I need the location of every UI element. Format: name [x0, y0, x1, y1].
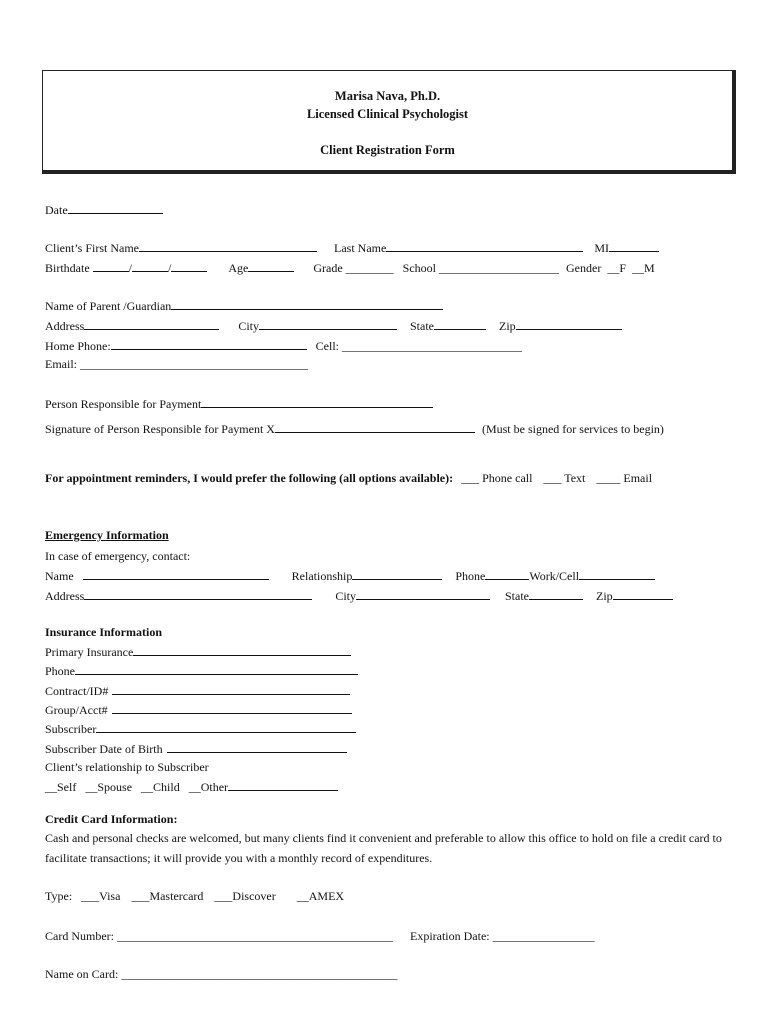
date-slash: /: [168, 261, 172, 275]
emergency-state-label: State: [505, 589, 529, 603]
emergency-zip-label: Zip: [596, 589, 613, 603]
responsible-field[interactable]: [201, 395, 433, 408]
mi-label: MI: [594, 241, 609, 255]
card-type-label: Type:: [45, 889, 73, 903]
group-field[interactable]: [112, 701, 352, 714]
responsible-label: Person Responsible for Payment: [45, 397, 202, 411]
gender-m-option[interactable]: __M: [632, 261, 655, 275]
card-number-label[interactable]: Card Number: ______________________________________________: [45, 929, 393, 943]
zip-field[interactable]: [516, 317, 622, 330]
practitioner-name: Marisa Nava, Ph.D.: [334, 89, 441, 103]
date-field[interactable]: [68, 201, 163, 214]
birthdate-row: [45, 259, 655, 275]
group-label: Group/Acct#: [45, 703, 108, 717]
address-row: [45, 317, 622, 333]
primary-insurance-field[interactable]: [133, 643, 351, 656]
city-field[interactable]: [259, 317, 397, 330]
grade-label[interactable]: Grade ________: [313, 261, 394, 275]
reminder-phone-option[interactable]: ___ Phone call: [461, 471, 533, 485]
insurance-heading-row: [45, 624, 162, 640]
contract-field[interactable]: [112, 682, 350, 695]
address-field[interactable]: [84, 317, 219, 330]
email-row: [45, 356, 308, 372]
primary-insurance-label: Primary Insurance: [45, 645, 134, 659]
birth-month-field[interactable]: [93, 259, 129, 272]
insurance-phone-field[interactable]: [75, 662, 358, 675]
card-type-row: [45, 888, 344, 904]
cell-label[interactable]: Cell: ______________________________: [315, 339, 523, 353]
emergency-zip-field[interactable]: [613, 587, 673, 600]
emergency-workcell-label: Work/Cell: [529, 569, 580, 583]
insurance-heading: Insurance Information: [45, 625, 163, 639]
reminder-email-option[interactable]: ____ Email: [596, 471, 653, 485]
form-title: Client Registration Form: [320, 143, 455, 157]
last-name-field[interactable]: [386, 239, 583, 252]
reminders-row: [45, 470, 652, 486]
parent-field[interactable]: [171, 297, 443, 310]
reminders-label: For appointment reminders, I would prefer the following (all options available):: [45, 471, 454, 485]
relationship-other-option[interactable]: __Other: [188, 780, 229, 794]
reminder-text-option[interactable]: ___ Text: [543, 471, 586, 485]
responsible-row: [45, 395, 433, 411]
relationship-self-option[interactable]: __Self: [45, 780, 77, 794]
contract-label: Contract/ID#: [45, 684, 109, 698]
contract-row: [45, 682, 350, 698]
home-phone-field[interactable]: [111, 337, 307, 350]
subscriber-dob-label: Subscriber Date of Birth: [45, 742, 163, 756]
emergency-name-field[interactable]: [83, 567, 269, 580]
parent-label: Name of Parent /Guardian: [45, 299, 172, 313]
emergency-heading: Emergency Information: [45, 528, 169, 542]
relationship-spouse-option[interactable]: __Spouse: [85, 780, 133, 794]
age-field[interactable]: [248, 259, 294, 272]
form-header: [42, 70, 736, 174]
emergency-intro-row: [45, 548, 190, 564]
emergency-relationship-field[interactable]: [352, 567, 442, 580]
emergency-workcell-field[interactable]: [579, 567, 655, 580]
emergency-phone-label: Phone: [455, 569, 486, 583]
first-name-label: Client’s First Name: [45, 241, 139, 255]
relationship-options-row: [45, 778, 338, 794]
relationship-other-field[interactable]: [228, 778, 338, 791]
emergency-heading-row: [45, 527, 169, 543]
group-row: [45, 701, 352, 717]
date-row: [45, 201, 163, 217]
first-name-field[interactable]: [139, 239, 317, 252]
birth-year-field[interactable]: [171, 259, 207, 272]
expiration-label[interactable]: Expiration Date: _________________: [409, 929, 595, 943]
home-phone-label: Home Phone:: [45, 339, 111, 353]
emergency-address-label: Address: [45, 589, 85, 603]
date-slash: /: [128, 261, 132, 275]
zip-label: Zip: [499, 319, 516, 333]
emergency-state-field[interactable]: [529, 587, 583, 600]
emergency-contact-row: [45, 567, 655, 583]
signature-note: (Must be signed for services to begin): [481, 422, 664, 436]
gender-f-option[interactable]: __F: [607, 261, 627, 275]
state-field[interactable]: [434, 317, 486, 330]
client-name-row: [45, 239, 659, 255]
primary-insurance-row: [45, 643, 351, 659]
emergency-relationship-label: Relationship: [291, 569, 353, 583]
email-label[interactable]: Email: ______________________________________: [45, 357, 308, 371]
subscriber-field[interactable]: [96, 720, 356, 733]
parent-row: [45, 297, 443, 313]
name-on-card-row: [45, 966, 397, 982]
card-type-mastercard-option[interactable]: ___Mastercard: [131, 889, 204, 903]
insurance-phone-label: Phone: [45, 664, 75, 678]
subscriber-label: Subscriber: [45, 722, 97, 736]
subscriber-dob-field[interactable]: [167, 740, 347, 753]
name-on-card-label[interactable]: Name on Card: ______________________________________________: [45, 967, 398, 981]
age-label: Age: [228, 261, 249, 275]
mi-field[interactable]: [609, 239, 659, 252]
last-name-label: Last Name: [334, 241, 387, 255]
gender-label: Gender: [566, 261, 602, 275]
credit-card-heading: Credit Card Information:: [45, 812, 178, 826]
school-label[interactable]: School ____________________: [402, 261, 560, 275]
date-label: Date: [45, 203, 68, 217]
relationship-child-option[interactable]: __Child: [141, 780, 180, 794]
card-number-row: [45, 928, 595, 944]
signature-label: Signature of Person Responsible for Payment X: [45, 422, 275, 436]
card-type-discover-option[interactable]: ___Discover: [214, 889, 276, 903]
phone-row: [45, 337, 522, 353]
emergency-address-field[interactable]: [84, 587, 312, 600]
card-type-amex-option[interactable]: __AMEX: [296, 889, 345, 903]
practitioner-title: Licensed Clinical Psychologist: [306, 107, 469, 121]
state-label: State: [410, 319, 434, 333]
client-relationship-row: [45, 759, 209, 775]
city-label: City: [238, 319, 259, 333]
birth-day-field[interactable]: [132, 259, 168, 272]
emergency-city-label: City: [335, 589, 356, 603]
subscriber-dob-row: [45, 740, 347, 756]
credit-card-paragraph: Cash and personal checks are welcomed, but many clients find it convenient and preferable to allow this office to hold on file a credit card to facilitate transactions; it will provide you with a monthly record of expenditures.: [45, 831, 722, 865]
emergency-city-field[interactable]: [356, 587, 490, 600]
emergency-name-label: Name: [45, 569, 74, 583]
emergency-address-row: [45, 587, 673, 603]
emergency-intro: In case of emergency, contact:: [45, 549, 191, 563]
insurance-phone-row: [45, 662, 358, 678]
credit-card-heading-row: [45, 811, 177, 827]
birthdate-label: Birthdate: [45, 261, 90, 275]
emergency-phone-field[interactable]: [485, 567, 529, 580]
signature-row: [45, 420, 664, 436]
subscriber-row: [45, 720, 356, 736]
address-label: Address: [45, 319, 85, 333]
client-relationship-label: Client’s relationship to Subscriber: [45, 760, 209, 774]
card-type-visa-option[interactable]: ___Visa: [81, 889, 121, 903]
signature-field[interactable]: [275, 420, 475, 433]
